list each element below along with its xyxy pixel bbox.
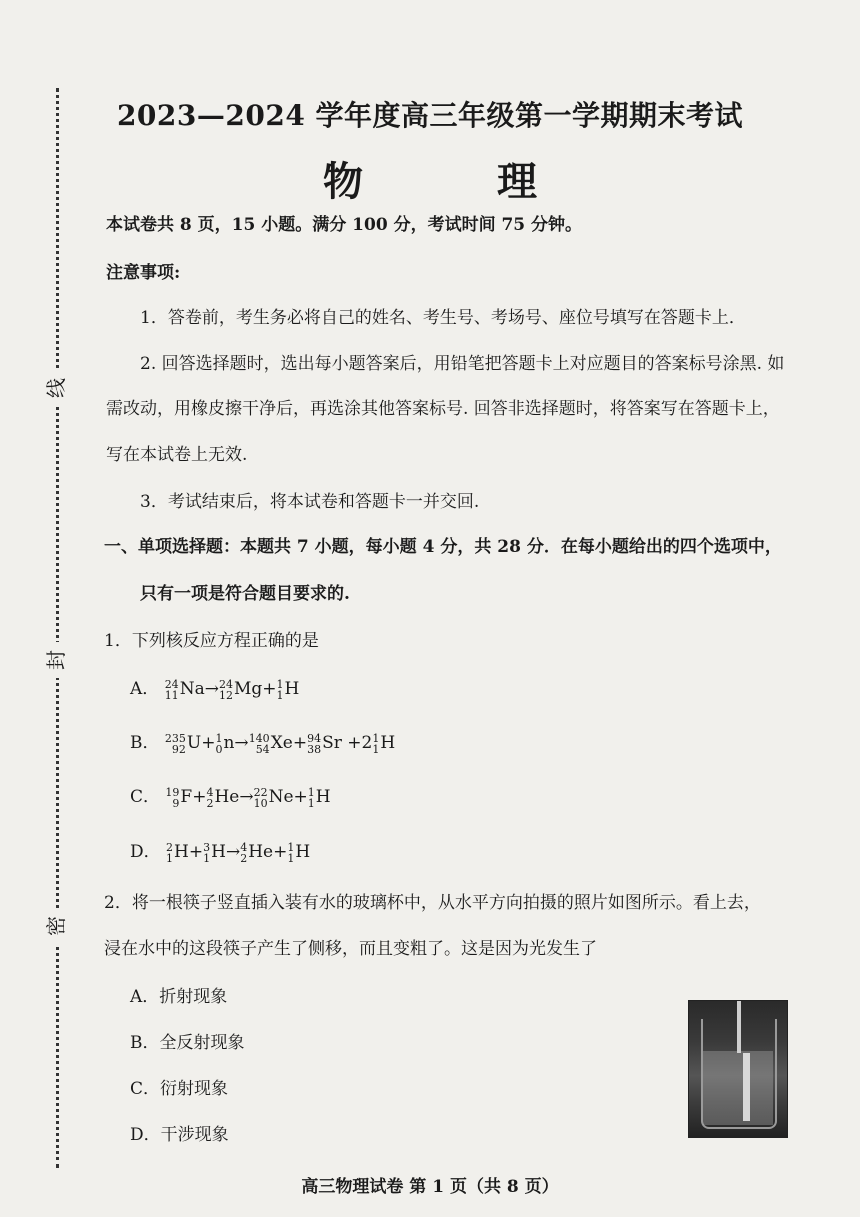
section-heading-line2: 只有一项是符合题目要求的. (140, 584, 350, 604)
q2-option-a-label: A． (130, 987, 160, 1007)
binding-char-xian: 线 (38, 370, 74, 406)
q1-option-a (130, 678, 299, 701)
q2-option-b (130, 1032, 245, 1054)
note-item-2-line3: 写在本试卷上无效. (106, 445, 248, 465)
note-item-2-line2: 需改动，用橡皮擦干净后，再选涂其他答案标号. 回答非选择题时，将答案写在答题卡上， (106, 399, 780, 419)
note-item-1: 1．答卷前，考生务必将自己的姓名、考生号、考场号、座位号填写在答题卡上． (140, 308, 746, 328)
q1-option-d (130, 841, 310, 864)
question-1-stem: 1．下列核反应方程正确的是 (104, 631, 319, 651)
q1-option-d-label: D． (130, 842, 161, 862)
q2-option-b-text: 全反射现象 (159, 1033, 245, 1053)
q2-option-c-label: C． (130, 1079, 161, 1099)
chopstick-in-water (743, 1053, 750, 1121)
question-2-stem-line2: 浸在水中的这段筷子产生了侧移，而且变粗了。这是因为光发生了 (104, 939, 597, 959)
q2-option-c (130, 1078, 228, 1100)
q1-option-c-equation: 19 9 F+ 4 2 He→ 22 10 Ne+ 1 1 H (165, 785, 331, 810)
chopstick-above-water (737, 1001, 741, 1053)
q1-option-b-label: B． (130, 733, 160, 753)
q1-option-b-equation: 235 92 U+ 1 0 n→ 140 54 Xe+ 94 38 Sr +2 1 1 H (164, 731, 396, 756)
exam-title: 2023—2024 学年度高三年级第一学期期末考试 (116, 99, 744, 132)
q2-option-a-text: 折射现象 (159, 987, 228, 1007)
note-item-2-line1: 2. 回答选择题时，选出每小题答案后，用铅笔把答题卡上对应题目的答案标号涂黑. 如 (140, 354, 785, 374)
q1-option-a-label: A． (130, 679, 160, 699)
question-2-stem-line1: 2．将一根筷子竖直插入装有水的玻璃杯中，从水平方向拍摄的照片如图所示。看上去， (104, 893, 761, 913)
note-item-3: 3．考试结束后，将本试卷和答题卡一并交回. (140, 492, 480, 512)
q2-option-d-label: D． (130, 1125, 161, 1145)
q2-option-b-label: B． (130, 1033, 160, 1053)
page-footer: 高三物理试卷 第 1 页（共 8 页） (301, 1177, 559, 1197)
q1-option-b (130, 732, 395, 755)
binding-char-feng: 封 (38, 642, 74, 678)
binding-dotted-line (56, 88, 59, 1168)
binding-char-mi: 密 (38, 908, 74, 944)
q1-option-a-equation: 24 11 Na→ 24 12 Mg+ 1 1 H (164, 677, 300, 702)
q2-option-c-text: 衍射现象 (160, 1079, 229, 1099)
q2-option-a (130, 986, 227, 1008)
q2-option-d (130, 1124, 229, 1146)
exam-intro: 本试卷共 8 页，15 小题。满分 100 分，考试时间 75 分钟。 (106, 215, 583, 235)
water-region (703, 1051, 773, 1125)
q2-option-d-text: 干涉现象 (160, 1125, 229, 1145)
section-heading-line1: 一、单项选择题：本题共 7 小题，每小题 4 分，共 28 分．在每小题给出的四个选项中， (104, 537, 782, 557)
notes-heading: 注意事项: (106, 263, 181, 283)
chopstick-glass-photo (688, 1000, 788, 1138)
q1-option-d-equation: 2 1 H+ 3 1 H→ 4 2 He+ 1 1 H (166, 840, 311, 865)
q1-option-c-label: C． (130, 787, 161, 807)
subject-title: 物 理 (323, 158, 597, 205)
q1-option-c (130, 786, 331, 809)
